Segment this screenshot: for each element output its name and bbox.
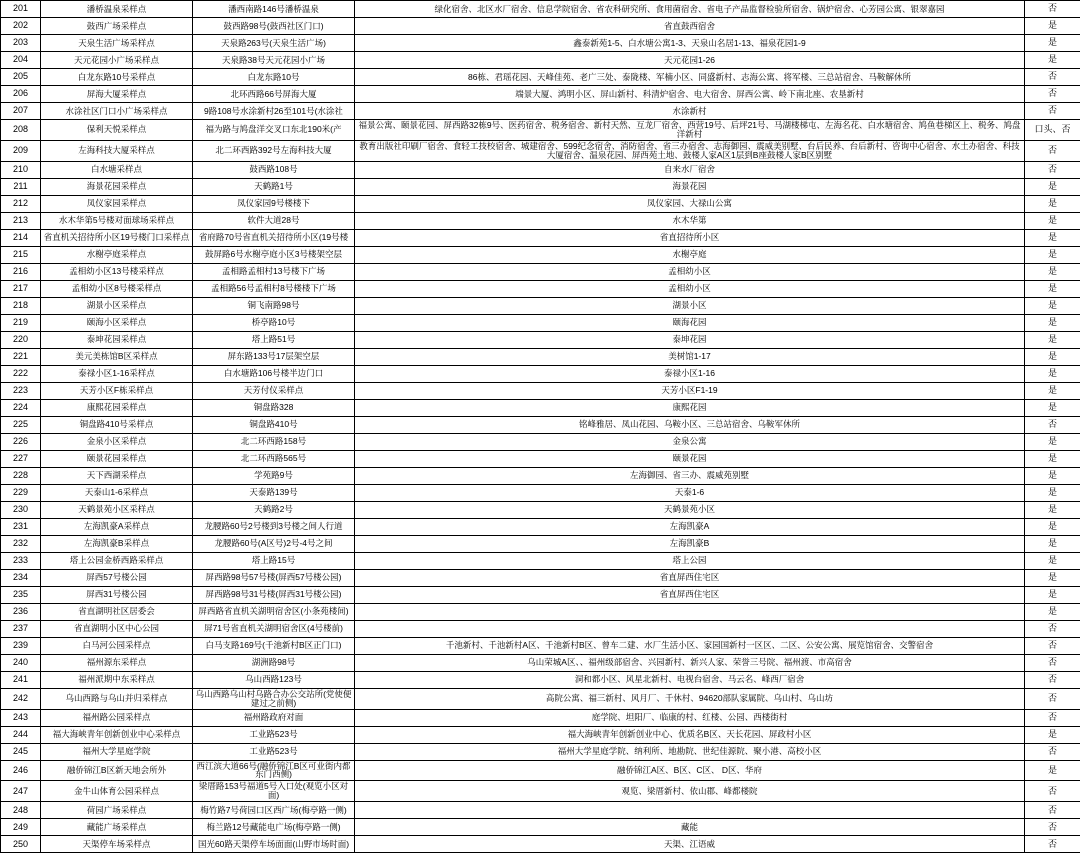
cell-service-scope: 塔上公园	[355, 552, 1025, 569]
table-row	[1, 86, 1080, 103]
cell-service-scope: 水榭亭庭	[355, 246, 1025, 263]
cell-service-scope: 乌山荣城A区、、福州级部宿舍、兴园新村、新兴人家、荣誉三号院、福州渡、市高宿舍	[355, 654, 1025, 671]
cell-service-scope	[355, 603, 1025, 620]
cell-24h-flag: 是	[1025, 726, 1080, 743]
cell-point-name: 左海凯豪B采样点	[41, 535, 193, 552]
table-row	[1, 433, 1080, 450]
cell-24h-flag: 是	[1025, 280, 1080, 297]
cell-index: 206	[1, 86, 41, 103]
cell-24h-flag: 是	[1025, 178, 1080, 195]
cell-index: 211	[1, 178, 41, 195]
cell-address: 学苑路9号	[193, 467, 355, 484]
cell-index: 228	[1, 467, 41, 484]
cell-index: 241	[1, 671, 41, 688]
cell-address: 乌山西路123号	[193, 671, 355, 688]
cell-point-name: 福州大学星庭学院	[41, 743, 193, 760]
cell-24h-flag: 是	[1025, 365, 1080, 382]
cell-point-name: 天泰山1-6采样点	[41, 484, 193, 501]
cell-address: 北二环西路158号	[193, 433, 355, 450]
table-row	[1, 1, 1080, 18]
cell-service-scope: 福景公寓、颐景花园、屏西路32栋9号、医药宿舍、税务宿舍、新村天然、互龙厂宿舍、西营19号、后坪21号、马湖楼梯屯、左海名花、白水塘宿舍、鸠鱼巷梯区上、税务、鸠盘洋新村	[355, 120, 1025, 141]
table-row	[1, 35, 1080, 52]
table-row	[1, 484, 1080, 501]
cell-index: 213	[1, 212, 41, 229]
cell-service-scope	[355, 620, 1025, 637]
cell-24h-flag: 是	[1025, 331, 1080, 348]
cell-address: 北环西路66号屏海大厦	[193, 86, 355, 103]
cell-service-scope: 金泉公寓	[355, 433, 1025, 450]
cell-index: 231	[1, 518, 41, 535]
cell-point-name: 孟相幼小区13号楼采样点	[41, 263, 193, 280]
table-row	[1, 726, 1080, 743]
cell-24h-flag: 是	[1025, 18, 1080, 35]
cell-index: 218	[1, 297, 41, 314]
cell-address: 屏西路98号31号楼(屏西31号楼公园)	[193, 586, 355, 603]
cell-point-name: 天下西湖采样点	[41, 467, 193, 484]
cell-address: 龙腰路60号(A区号)2号-4号之间	[193, 535, 355, 552]
table-row	[1, 246, 1080, 263]
cell-point-name: 屏西57号楼公园	[41, 569, 193, 586]
cell-24h-flag: 是	[1025, 484, 1080, 501]
cell-index: 250	[1, 836, 41, 853]
cell-address: 福为路与鸠盘洋交叉口东北190米(产	[193, 120, 355, 141]
cell-index: 209	[1, 140, 41, 161]
cell-index: 202	[1, 18, 41, 35]
cell-index: 203	[1, 35, 41, 52]
table-row	[1, 802, 1080, 819]
cell-service-scope: 高院公寓、福三新村、风月厂、千休村、94620部队家属院、乌山村、乌山坊	[355, 688, 1025, 709]
cell-point-name: 水涂社区门口小广场采样点	[41, 103, 193, 120]
cell-service-scope: 86栋、君瑶花园、天峰佳苑、老广三处、泰陇楼、军楠小区、同盛新村、志海公寓、将军楼、三总站宿舍、马鞍解休所	[355, 69, 1025, 86]
cell-24h-flag: 是	[1025, 450, 1080, 467]
cell-service-scope: 绿化宿舍、北区水厂宿舍、信息学院宿舍、省农科研究所、食用菌宿舍、省电子产品监督检验所宿舍、锅炉宿舍、心芳园公寓、银翠嘉园	[355, 1, 1025, 18]
cell-address: 白水塘路106号楼半边门口	[193, 365, 355, 382]
cell-index: 234	[1, 569, 41, 586]
cell-index: 222	[1, 365, 41, 382]
cell-point-name: 海景花园采样点	[41, 178, 193, 195]
cell-24h-flag: 否	[1025, 671, 1080, 688]
cell-index: 240	[1, 654, 41, 671]
cell-address: 天芳付仪采样点	[193, 382, 355, 399]
cell-index: 237	[1, 620, 41, 637]
table-row	[1, 178, 1080, 195]
cell-address: 湖洲路98号	[193, 654, 355, 671]
table-row	[1, 297, 1080, 314]
cell-point-name: 福大海峡青年创新创业中心采样点	[41, 726, 193, 743]
cell-point-name: 乌山西路与乌山并归采样点	[41, 688, 193, 709]
cell-service-scope: 天泰1-6	[355, 484, 1025, 501]
cell-address: 工业路523号	[193, 743, 355, 760]
cell-24h-flag: 是	[1025, 263, 1080, 280]
cell-index: 208	[1, 120, 41, 141]
table-row	[1, 416, 1080, 433]
table-row	[1, 743, 1080, 760]
table-row	[1, 501, 1080, 518]
table-row	[1, 467, 1080, 484]
cell-index: 201	[1, 1, 41, 18]
cell-index: 212	[1, 195, 41, 212]
cell-address: 屏东路133号17层架空层	[193, 348, 355, 365]
cell-24h-flag: 否	[1025, 836, 1080, 853]
cell-index: 219	[1, 314, 41, 331]
cell-point-name: 融侨锦江B区新天地会所外	[41, 760, 193, 781]
cell-24h-flag: 是	[1025, 297, 1080, 314]
table-row	[1, 18, 1080, 35]
table-row	[1, 688, 1080, 709]
cell-index: 235	[1, 586, 41, 603]
cell-address: 省府路70号省直机关招待所小区(19号楼	[193, 229, 355, 246]
cell-24h-flag: 是	[1025, 229, 1080, 246]
table-row	[1, 365, 1080, 382]
cell-address: 国光60路天渠停车场面面(山野市场时面)	[193, 836, 355, 853]
cell-point-name: 天鹤景苑小区采样点	[41, 501, 193, 518]
table-row	[1, 671, 1080, 688]
cell-point-name: 省直湖明小区中心公园	[41, 620, 193, 637]
cell-24h-flag: 否	[1025, 620, 1080, 637]
cell-point-name: 康熙花园采样点	[41, 399, 193, 416]
cell-address: 天鹤路2号	[193, 501, 355, 518]
table-row	[1, 103, 1080, 120]
cell-service-scope: 水木华第	[355, 212, 1025, 229]
cell-index: 227	[1, 450, 41, 467]
cell-index: 230	[1, 501, 41, 518]
cell-24h-flag: 否	[1025, 781, 1080, 802]
cell-index: 221	[1, 348, 41, 365]
cell-24h-flag: 是	[1025, 382, 1080, 399]
cell-point-name: 白水塘采样点	[41, 161, 193, 178]
table-row	[1, 836, 1080, 853]
cell-service-scope: 海景花园	[355, 178, 1025, 195]
cell-24h-flag: 否	[1025, 688, 1080, 709]
cell-point-name: 左海凯豪A采样点	[41, 518, 193, 535]
cell-service-scope: 藏能	[355, 819, 1025, 836]
cell-point-name: 泰禄小区1-16采样点	[41, 365, 193, 382]
cell-24h-flag: 是	[1025, 195, 1080, 212]
cell-address: 孟相路56号孟相村8号楼楼下广场	[193, 280, 355, 297]
cell-address: 塔上路15号	[193, 552, 355, 569]
table-row	[1, 603, 1080, 620]
cell-service-scope: 省直招待所小区	[355, 229, 1025, 246]
cell-index: 236	[1, 603, 41, 620]
cell-point-name: 水榭亭庭采样点	[41, 246, 193, 263]
cell-point-name: 福州派期中东采样点	[41, 671, 193, 688]
cell-address: 塔上路51号	[193, 331, 355, 348]
cell-point-name: 孟相幼小区8号楼采样点	[41, 280, 193, 297]
cell-24h-flag: 是	[1025, 314, 1080, 331]
table-row	[1, 52, 1080, 69]
cell-24h-flag: 是	[1025, 433, 1080, 450]
table-row	[1, 535, 1080, 552]
cell-address: 白龙东路10号	[193, 69, 355, 86]
cell-point-name: 鼓西广场采样点	[41, 18, 193, 35]
table-body	[1, 1, 1080, 853]
cell-address: 天泉路38号天元花园小广场	[193, 52, 355, 69]
cell-point-name: 美元美栋馆B区采样点	[41, 348, 193, 365]
cell-index: 215	[1, 246, 41, 263]
table-row	[1, 263, 1080, 280]
cell-service-scope: 康熙花园	[355, 399, 1025, 416]
cell-service-scope: 天鹤景苑小区	[355, 501, 1025, 518]
table-row	[1, 212, 1080, 229]
cell-service-scope: 鑫泰新苑1-5、白水塘公寓1-3、天泉山名居1-13、福泉花园1-9	[355, 35, 1025, 52]
cell-index: 217	[1, 280, 41, 297]
cell-address: 屏西路98号57号楼(屏西57号楼公园)	[193, 569, 355, 586]
cell-point-name: 福州路公园采样点	[41, 709, 193, 726]
cell-24h-flag: 是	[1025, 52, 1080, 69]
cell-address: 白马支路169号(千池新村B区正门口)	[193, 637, 355, 654]
cell-24h-flag: 是	[1025, 586, 1080, 603]
cell-point-name: 白马河公园采样点	[41, 637, 193, 654]
cell-address: 北二环西路392号左海科技大厦	[193, 140, 355, 161]
cell-point-name: 荷园广场采样点	[41, 802, 193, 819]
cell-address: 鼓屏路6号水榭亭庭小区3号楼架空层	[193, 246, 355, 263]
cell-24h-flag: 是	[1025, 246, 1080, 263]
cell-24h-flag: 否	[1025, 802, 1080, 819]
cell-index: 247	[1, 781, 41, 802]
cell-point-name: 省直湖明社区居委会	[41, 603, 193, 620]
cell-service-scope: 省直屏西住宅区	[355, 569, 1025, 586]
cell-service-scope: 千池新村、千池新村A区、千池新村B区、曾车二建、水厂生活小区、家园国新村一区区、二区、公安公寓、展览馆宿舍、交警宿舍	[355, 637, 1025, 654]
cell-service-scope: 天芳小区F1-19	[355, 382, 1025, 399]
cell-24h-flag: 是	[1025, 212, 1080, 229]
table-row	[1, 314, 1080, 331]
table-row	[1, 781, 1080, 802]
table-row	[1, 518, 1080, 535]
table-row	[1, 399, 1080, 416]
cell-point-name: 颐海小区采样点	[41, 314, 193, 331]
table-row	[1, 161, 1080, 178]
cell-24h-flag: 是	[1025, 501, 1080, 518]
cell-service-scope: 融侨锦江A区、B区、C区、 D区、华府	[355, 760, 1025, 781]
table-row	[1, 331, 1080, 348]
cell-24h-flag: 否	[1025, 654, 1080, 671]
cell-point-name: 省直机关招待所小区19号楼门口采样点	[41, 229, 193, 246]
cell-address: 屏西路省直机关湖明宿舍区(小条苑楼间)	[193, 603, 355, 620]
table-row	[1, 586, 1080, 603]
cell-point-name: 铜盘路410号采样点	[41, 416, 193, 433]
cell-index: 216	[1, 263, 41, 280]
cell-24h-flag: 否	[1025, 69, 1080, 86]
cell-address: 桥亭路10号	[193, 314, 355, 331]
cell-index: 220	[1, 331, 41, 348]
table-row	[1, 552, 1080, 569]
cell-service-scope: 端景大厦、鸿明小区、屏山新村、科清炉宿舍、电大宿舍、屏西公寓、岭下南北座、农垦新村	[355, 86, 1025, 103]
table-row	[1, 569, 1080, 586]
cell-24h-flag: 否	[1025, 709, 1080, 726]
cell-address: 鼓西路98号(鼓西社区门口)	[193, 18, 355, 35]
cell-point-name: 颐景花园采样点	[41, 450, 193, 467]
cell-24h-flag: 是	[1025, 348, 1080, 365]
cell-point-name: 金泉小区采样点	[41, 433, 193, 450]
cell-index: 239	[1, 637, 41, 654]
cell-address: 梅兰路12号藏能电广场(梅亭路一侧)	[193, 819, 355, 836]
cell-service-scope: 泰坤花园	[355, 331, 1025, 348]
cell-address: 鼓西路108号	[193, 161, 355, 178]
cell-24h-flag: 是	[1025, 518, 1080, 535]
cell-address: 9路108号水涂新村26至101号(水涂社	[193, 103, 355, 120]
cell-service-scope: 自来水厂宿舍	[355, 161, 1025, 178]
cell-service-scope: 福州大学星庭学院、纳利所、地勘院、世纪佳源院、聚小港、高校小区	[355, 743, 1025, 760]
cell-index: 243	[1, 709, 41, 726]
cell-point-name: 凤仪家园采样点	[41, 195, 193, 212]
cell-index: 224	[1, 399, 41, 416]
table-row	[1, 229, 1080, 246]
table-row	[1, 382, 1080, 399]
cell-24h-flag: 否	[1025, 637, 1080, 654]
cell-point-name: 水木华第5号楼对面球场采样点	[41, 212, 193, 229]
cell-service-scope: 教育出版社印刷厂宿舍、食轻工技校宿舍、城建宿舍、599纪念宿舍、消防宿舍、省三办宿舍、志海御园、震威美别墅、台后民养、台后新村、咨询中心宿舍、水土办宿舍、科技大厦宿舍、温泉花园、屏西苑土地、鼓楼人家A区1层到B座鼓楼人家B区别墅	[355, 140, 1025, 161]
cell-24h-flag: 是	[1025, 760, 1080, 781]
cell-service-scope: 水涂新村	[355, 103, 1025, 120]
cell-index: 226	[1, 433, 41, 450]
cell-24h-flag: 口头、否	[1025, 120, 1080, 141]
table-row	[1, 620, 1080, 637]
cell-index: 249	[1, 819, 41, 836]
cell-point-name: 天元花园小广场采样点	[41, 52, 193, 69]
cell-24h-flag: 否	[1025, 743, 1080, 760]
cell-point-name: 屏西31号楼公园	[41, 586, 193, 603]
cell-address: 北二环西路565号	[193, 450, 355, 467]
cell-24h-flag: 是	[1025, 35, 1080, 52]
table-row	[1, 450, 1080, 467]
cell-point-name: 保利天悦采样点	[41, 120, 193, 141]
table-row	[1, 654, 1080, 671]
cell-24h-flag: 否	[1025, 103, 1080, 120]
cell-service-scope: 天渠、江语威	[355, 836, 1025, 853]
cell-point-name: 天芳小区F栋采样点	[41, 382, 193, 399]
cell-service-scope: 颐景花园	[355, 450, 1025, 467]
cell-index: 248	[1, 802, 41, 819]
cell-24h-flag: 否	[1025, 416, 1080, 433]
cell-service-scope: 省直鼓西宿舍	[355, 18, 1025, 35]
cell-address: 孟相路孟相村13号楼下广场	[193, 263, 355, 280]
cell-address: 铜飞南路98号	[193, 297, 355, 314]
cell-index: 232	[1, 535, 41, 552]
cell-service-scope: 天元花园1-26	[355, 52, 1025, 69]
cell-service-scope: 颐海花园	[355, 314, 1025, 331]
cell-service-scope: 左海御园、省三办、震威苑别墅	[355, 467, 1025, 484]
cell-address: 梁厝路153号福道5号入口处(观览小区对面)	[193, 781, 355, 802]
cell-24h-flag: 是	[1025, 569, 1080, 586]
table-row	[1, 637, 1080, 654]
table-row	[1, 819, 1080, 836]
cell-index: 229	[1, 484, 41, 501]
cell-address: 软件大道28号	[193, 212, 355, 229]
cell-24h-flag: 是	[1025, 603, 1080, 620]
cell-point-name: 屏海大厦采样点	[41, 86, 193, 103]
cell-point-name: 天渠停车场采样点	[41, 836, 193, 853]
cell-service-scope: 左海凯豪A	[355, 518, 1025, 535]
cell-service-scope: 观览、梁厝新村、依山郡、峰都楼院	[355, 781, 1025, 802]
cell-address: 铜盘路410号	[193, 416, 355, 433]
cell-index: 210	[1, 161, 41, 178]
cell-24h-flag: 否	[1025, 161, 1080, 178]
cell-service-scope: 左海凯豪B	[355, 535, 1025, 552]
cell-index: 214	[1, 229, 41, 246]
cell-index: 223	[1, 382, 41, 399]
cell-24h-flag: 是	[1025, 467, 1080, 484]
cell-service-scope: 洞和都小区、风星北新村、电视台宿舍、马云名、峰西厂宿舍	[355, 671, 1025, 688]
table-row	[1, 280, 1080, 297]
cell-address: 乌山西路乌山村乌路合办公交站所(党使便建过之前侧)	[193, 688, 355, 709]
cell-index: 246	[1, 760, 41, 781]
cell-24h-flag: 否	[1025, 140, 1080, 161]
cell-24h-flag: 是	[1025, 552, 1080, 569]
table-row	[1, 348, 1080, 365]
cell-address: 梅竹路7号荷园口区西广场(梅亭路一侧)	[193, 802, 355, 819]
cell-point-name: 泰坤花园采样点	[41, 331, 193, 348]
cell-address: 西江滨大道66号(融侨锦江B区可业街内都东门西侧)	[193, 760, 355, 781]
cell-point-name: 湖景小区采样点	[41, 297, 193, 314]
cell-address: 福州路政府对面	[193, 709, 355, 726]
cell-point-name: 左海科技大厦采样点	[41, 140, 193, 161]
cell-service-scope: 凤仪家园、大禄山公寓	[355, 195, 1025, 212]
cell-address: 天泰路139号	[193, 484, 355, 501]
cell-service-scope: 美树馆1-17	[355, 348, 1025, 365]
cell-service-scope: 庭学院、坦阳厂、临康的村、红楼、公园、西楼街村	[355, 709, 1025, 726]
table-row	[1, 760, 1080, 781]
cell-service-scope	[355, 802, 1025, 819]
cell-point-name: 福州源东采样点	[41, 654, 193, 671]
cell-index: 225	[1, 416, 41, 433]
cell-point-name: 白龙东路10号采样点	[41, 69, 193, 86]
cell-address: 龙腰路60号2号楼到3号楼之间人行道	[193, 518, 355, 535]
cell-service-scope: 铭峰雅居、凤山花园、乌鞍小区、三总站宿舍、乌鞍军休所	[355, 416, 1025, 433]
cell-point-name: 金牛山体育公园采样点	[41, 781, 193, 802]
cell-index: 245	[1, 743, 41, 760]
cell-service-scope: 福大海峡青年创新创业中心、优质名B区、天长花园、屏政村小区	[355, 726, 1025, 743]
cell-service-scope: 孟相幼小区	[355, 263, 1025, 280]
cell-point-name: 潘桥温泉采样点	[41, 1, 193, 18]
cell-address: 潘西南路146号潘桥温泉	[193, 1, 355, 18]
cell-index: 242	[1, 688, 41, 709]
cell-service-scope: 湖景小区	[355, 297, 1025, 314]
cell-index: 244	[1, 726, 41, 743]
cell-24h-flag: 是	[1025, 535, 1080, 552]
table-row	[1, 69, 1080, 86]
cell-index: 205	[1, 69, 41, 86]
cell-index: 204	[1, 52, 41, 69]
cell-point-name: 藏能广场采样点	[41, 819, 193, 836]
cell-24h-flag: 否	[1025, 1, 1080, 18]
cell-point-name: 天泉生活广场采样点	[41, 35, 193, 52]
cell-service-scope: 省直屏西住宅区	[355, 586, 1025, 603]
cell-index: 207	[1, 103, 41, 120]
cell-24h-flag: 是	[1025, 399, 1080, 416]
table-row	[1, 120, 1080, 141]
table-row	[1, 140, 1080, 161]
cell-24h-flag: 否	[1025, 86, 1080, 103]
cell-address: 天鹤路1号	[193, 178, 355, 195]
cell-service-scope: 孟相幼小区	[355, 280, 1025, 297]
cell-index: 233	[1, 552, 41, 569]
cell-address: 天泉路263号(天泉生活广场)	[193, 35, 355, 52]
cell-point-name: 塔上公园金桥西路采样点	[41, 552, 193, 569]
cell-address: 铜盘路328	[193, 399, 355, 416]
cell-address: 凤仪家园9号楼楼下	[193, 195, 355, 212]
table-row	[1, 195, 1080, 212]
cell-address: 屏71号省直机关湖明宿舍区(4号楼前)	[193, 620, 355, 637]
cell-24h-flag: 否	[1025, 819, 1080, 836]
cell-service-scope: 泰禄小区1-16	[355, 365, 1025, 382]
cell-address: 工业路523号	[193, 726, 355, 743]
table-row	[1, 709, 1080, 726]
